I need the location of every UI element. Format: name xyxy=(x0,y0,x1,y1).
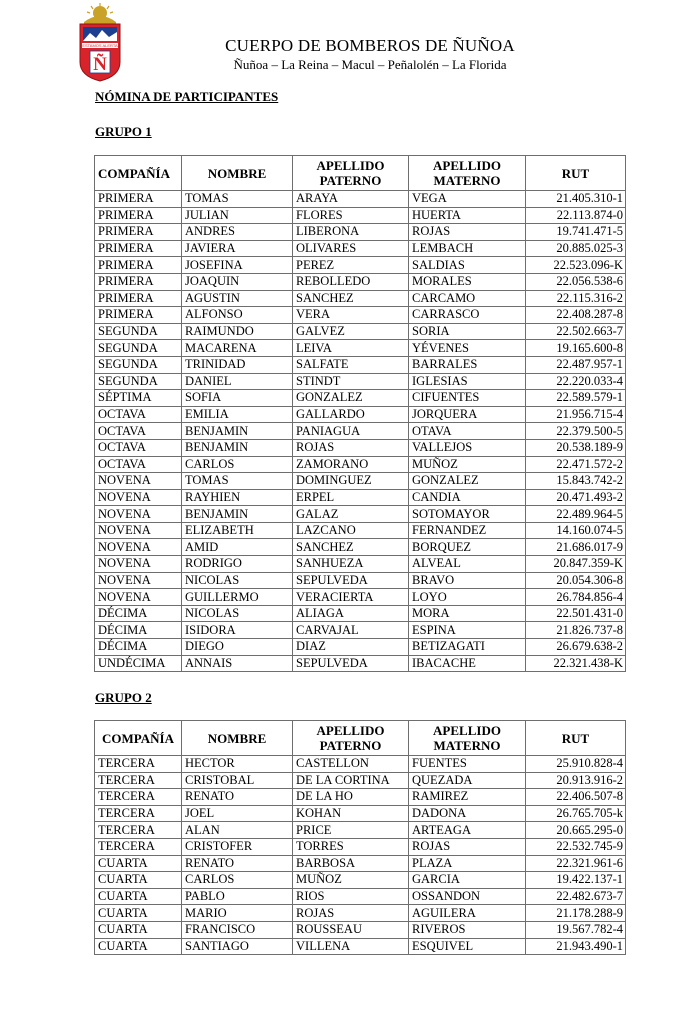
cell-compania: NOVENA xyxy=(95,522,182,539)
cell-nombre: ANDRES xyxy=(182,224,293,241)
cell-apellido-materno: ARTEAGA xyxy=(409,822,526,839)
organization-communes: Ñuñoa – La Reina – Macul – Peñalolén – La Florida xyxy=(233,57,507,72)
cell-compania: CUARTA xyxy=(95,855,182,872)
cell-compania: OCTAVA xyxy=(95,406,182,423)
cell-nombre: ALFONSO xyxy=(182,307,293,324)
cell-apellido-paterno: VERA xyxy=(293,307,409,324)
cell-nombre: ELIZABETH xyxy=(182,522,293,539)
cell-rut: 22.379.500-5 xyxy=(526,423,626,440)
cell-compania: OCTAVA xyxy=(95,456,182,473)
cell-compania: SÉPTIMA xyxy=(95,390,182,407)
cell-rut: 22.532.745-9 xyxy=(526,838,626,855)
cell-compania: UNDÉCIMA xyxy=(95,655,182,672)
cell-apellido-paterno: TORRES xyxy=(293,838,409,855)
cell-compania: DÉCIMA xyxy=(95,605,182,622)
cell-compania: PRIMERA xyxy=(95,257,182,274)
cell-compania: DÉCIMA xyxy=(95,622,182,639)
cell-compania: PRIMERA xyxy=(95,290,182,307)
table-row xyxy=(95,622,626,639)
table-row xyxy=(95,439,626,456)
cell-apellido-paterno: ROUSSEAU xyxy=(293,921,409,938)
table-row xyxy=(95,789,626,806)
cell-nombre: HECTOR xyxy=(182,756,293,773)
table-row xyxy=(95,872,626,889)
table-row xyxy=(95,589,626,606)
cell-apellido-paterno: ZAMORANO xyxy=(293,456,409,473)
cell-apellido-paterno: REBOLLEDO xyxy=(293,273,409,290)
cell-nombre: ISIDORA xyxy=(182,622,293,639)
cell-compania: SEGUNDA xyxy=(95,373,182,390)
cell-rut: 20.847.359-K xyxy=(526,556,626,573)
table-row xyxy=(95,257,626,274)
cell-rut: 19.741.471-5 xyxy=(526,224,626,241)
cell-apellido-materno: VEGA xyxy=(409,191,526,208)
cell-nombre: RODRIGO xyxy=(182,556,293,573)
table-row xyxy=(95,273,626,290)
cell-apellido-materno: BARRALES xyxy=(409,356,526,373)
table-row xyxy=(95,456,626,473)
cell-apellido-paterno: GALLARDO xyxy=(293,406,409,423)
cell-rut: 19.567.782-4 xyxy=(526,921,626,938)
table-row xyxy=(95,838,626,855)
cell-apellido-paterno: MUÑOZ xyxy=(293,872,409,889)
cell-compania: NOVENA xyxy=(95,506,182,523)
col-header-rut: RUT xyxy=(526,156,626,191)
cell-compania: PRIMERA xyxy=(95,191,182,208)
logo-letter: Ñ xyxy=(93,54,107,75)
col-header-apellido-paterno: APELLIDO PATERNO xyxy=(293,156,409,191)
cell-rut: 22.589.579-1 xyxy=(526,390,626,407)
cell-compania: PRIMERA xyxy=(95,224,182,241)
cell-compania: SEGUNDA xyxy=(95,356,182,373)
cell-apellido-paterno: SEPULVEDA xyxy=(293,572,409,589)
table-row xyxy=(95,373,626,390)
cell-rut: 22.406.507-8 xyxy=(526,789,626,806)
cell-rut: 21.943.490-1 xyxy=(526,938,626,955)
cell-apellido-paterno: CARVAJAL xyxy=(293,622,409,639)
cell-apellido-paterno: ARAYA xyxy=(293,191,409,208)
cell-nombre: TOMAS xyxy=(182,191,293,208)
cell-nombre: DANIEL xyxy=(182,373,293,390)
cell-nombre: TOMAS xyxy=(182,473,293,490)
cell-apellido-paterno: GALAZ xyxy=(293,506,409,523)
cell-nombre: CRISTOBAL xyxy=(182,772,293,789)
cell-apellido-materno: GONZALEZ xyxy=(409,473,526,490)
cell-nombre: JOSEFINA xyxy=(182,257,293,274)
cell-rut: 22.220.033-4 xyxy=(526,373,626,390)
cell-apellido-materno: DADONA xyxy=(409,805,526,822)
cell-apellido-materno: SOTOMAYOR xyxy=(409,506,526,523)
cell-compania: SEGUNDA xyxy=(95,323,182,340)
cell-nombre: TRINIDAD xyxy=(182,356,293,373)
cell-rut: 20.054.306-8 xyxy=(526,572,626,589)
cell-nombre: BENJAMIN xyxy=(182,423,293,440)
table-row xyxy=(95,572,626,589)
cell-rut: 22.056.538-6 xyxy=(526,273,626,290)
cell-apellido-paterno: ALIAGA xyxy=(293,605,409,622)
cell-apellido-materno: BETIZAGATI xyxy=(409,639,526,656)
cell-apellido-materno: ALVEAL xyxy=(409,556,526,573)
cell-compania: OCTAVA xyxy=(95,423,182,440)
cell-compania: DÉCIMA xyxy=(95,639,182,656)
cell-apellido-materno: BRAVO xyxy=(409,572,526,589)
cell-rut: 19.422.137-1 xyxy=(526,872,626,889)
table-row xyxy=(95,290,626,307)
cell-apellido-paterno: VILLENA xyxy=(293,938,409,955)
cell-apellido-materno: ESPINA xyxy=(409,622,526,639)
group-1-rows xyxy=(95,191,626,672)
cell-nombre: RENATO xyxy=(182,855,293,872)
cell-apellido-paterno: DOMINGUEZ xyxy=(293,473,409,490)
cell-apellido-materno: IGLESIAS xyxy=(409,373,526,390)
cell-apellido-paterno: LEIVA xyxy=(293,340,409,357)
cell-compania: PRIMERA xyxy=(95,240,182,257)
cell-nombre: SANTIAGO xyxy=(182,938,293,955)
cell-apellido-materno: RAMIREZ xyxy=(409,789,526,806)
cell-nombre: DIEGO xyxy=(182,639,293,656)
cell-nombre: RAYHIEN xyxy=(182,489,293,506)
table-row xyxy=(95,240,626,257)
cell-apellido-materno: SALDIAS xyxy=(409,257,526,274)
cell-nombre: JOEL xyxy=(182,805,293,822)
cell-nombre: BENJAMIN xyxy=(182,506,293,523)
cell-nombre: ANNAIS xyxy=(182,655,293,672)
table-row xyxy=(95,522,626,539)
fire-department-shield-logo xyxy=(76,2,124,82)
cell-apellido-paterno: BARBOSA xyxy=(293,855,409,872)
table-row xyxy=(95,639,626,656)
table-row xyxy=(95,191,626,208)
table-row xyxy=(95,756,626,773)
cell-apellido-materno: ROJAS xyxy=(409,838,526,855)
cell-apellido-materno: RIVEROS xyxy=(409,921,526,938)
table-row xyxy=(95,340,626,357)
cell-nombre: FRANCISCO xyxy=(182,921,293,938)
cell-apellido-materno: LEMBACH xyxy=(409,240,526,257)
cell-nombre: JOAQUIN xyxy=(182,273,293,290)
cell-apellido-materno: PLAZA xyxy=(409,855,526,872)
col-header-nombre: NOMBRE xyxy=(182,156,293,191)
cell-rut: 20.665.295-0 xyxy=(526,822,626,839)
table-row xyxy=(95,938,626,955)
col-header-apellido-materno: APELLIDO MATERNO xyxy=(409,156,526,191)
cell-apellido-paterno: LAZCANO xyxy=(293,522,409,539)
cell-apellido-materno: LOYO xyxy=(409,589,526,606)
col-header-compania: COMPAÑÍA xyxy=(95,721,182,756)
cell-compania: PRIMERA xyxy=(95,273,182,290)
cell-nombre: NICOLAS xyxy=(182,572,293,589)
cell-apellido-materno: CARRASCO xyxy=(409,307,526,324)
table-row xyxy=(95,921,626,938)
cell-compania: NOVENA xyxy=(95,539,182,556)
cell-apellido-materno: ROJAS xyxy=(409,224,526,241)
sun-crest-icon xyxy=(84,3,116,24)
cell-compania: TERCERA xyxy=(95,756,182,773)
cell-nombre: RENATO xyxy=(182,789,293,806)
table-row xyxy=(95,556,626,573)
cell-apellido-paterno: SEPULVEDA xyxy=(293,655,409,672)
cell-compania: TERCERA xyxy=(95,838,182,855)
cell-apellido-paterno: SALFATE xyxy=(293,356,409,373)
cell-nombre: JAVIERA xyxy=(182,240,293,257)
document-heading: NÓMINA DE PARTICIPANTES xyxy=(95,89,279,104)
cell-rut: 22.321.961-6 xyxy=(526,855,626,872)
cell-rut: 22.113.874-0 xyxy=(526,207,626,224)
cell-apellido-materno: YÉVENES xyxy=(409,340,526,357)
table-row xyxy=(95,423,626,440)
cell-apellido-materno: CANDIA xyxy=(409,489,526,506)
cell-compania: TERCERA xyxy=(95,805,182,822)
cell-compania: CUARTA xyxy=(95,872,182,889)
cell-rut: 20.885.025-3 xyxy=(526,240,626,257)
cell-apellido-paterno: SANCHEZ xyxy=(293,539,409,556)
cell-nombre: AMID xyxy=(182,539,293,556)
cell-nombre: PABLO xyxy=(182,888,293,905)
cell-apellido-materno: MORALES xyxy=(409,273,526,290)
cell-apellido-paterno: ROJAS xyxy=(293,905,409,922)
table-row xyxy=(95,356,626,373)
cell-rut: 22.501.431-0 xyxy=(526,605,626,622)
cell-rut: 26.765.705-k xyxy=(526,805,626,822)
table-row xyxy=(95,473,626,490)
cell-apellido-materno: JORQUERA xyxy=(409,406,526,423)
table-row xyxy=(95,855,626,872)
table-row xyxy=(95,390,626,407)
cell-apellido-paterno: LIBERONA xyxy=(293,224,409,241)
cell-rut: 26.679.638-2 xyxy=(526,639,626,656)
cell-rut: 20.538.189-9 xyxy=(526,439,626,456)
cell-rut: 21.686.017-9 xyxy=(526,539,626,556)
cell-apellido-materno: CARCAMO xyxy=(409,290,526,307)
cell-apellido-materno: OSSANDON xyxy=(409,888,526,905)
cell-rut: 25.910.828-4 xyxy=(526,756,626,773)
cell-apellido-paterno: GALVEZ xyxy=(293,323,409,340)
cell-rut: 22.408.287-8 xyxy=(526,307,626,324)
cell-rut: 22.321.438-K xyxy=(526,655,626,672)
cell-apellido-materno: QUEZADA xyxy=(409,772,526,789)
table-row xyxy=(95,888,626,905)
cell-apellido-paterno: SANCHEZ xyxy=(293,290,409,307)
col-header-nombre: NOMBRE xyxy=(182,721,293,756)
cell-rut: 22.523.096-K xyxy=(526,257,626,274)
cell-nombre: RAIMUNDO xyxy=(182,323,293,340)
table-row xyxy=(95,605,626,622)
table-row xyxy=(95,489,626,506)
table-row xyxy=(95,655,626,672)
cell-rut: 22.502.663-7 xyxy=(526,323,626,340)
cell-apellido-paterno: GONZALEZ xyxy=(293,390,409,407)
cell-apellido-materno: ESQUIVEL xyxy=(409,938,526,955)
cell-rut: 21.405.310-1 xyxy=(526,191,626,208)
table-row xyxy=(95,805,626,822)
cell-rut: 22.482.673-7 xyxy=(526,888,626,905)
cell-apellido-paterno: SANHUEZA xyxy=(293,556,409,573)
table-header-row xyxy=(95,156,626,191)
cell-apellido-paterno: CASTELLON xyxy=(293,756,409,773)
cell-compania: OCTAVA xyxy=(95,439,182,456)
cell-compania: NOVENA xyxy=(95,556,182,573)
organization-title: CUERPO DE BOMBEROS DE ÑUÑOA xyxy=(225,36,515,55)
table-row xyxy=(95,207,626,224)
group-1-table xyxy=(94,155,626,672)
cell-rut: 21.178.288-9 xyxy=(526,905,626,922)
cell-apellido-paterno: STINDT xyxy=(293,373,409,390)
cell-compania: CUARTA xyxy=(95,938,182,955)
cell-apellido-paterno: KOHAN xyxy=(293,805,409,822)
cell-apellido-paterno: DE LA HO xyxy=(293,789,409,806)
cell-apellido-materno: FERNANDEZ xyxy=(409,522,526,539)
table-row xyxy=(95,822,626,839)
cell-compania: CUARTA xyxy=(95,921,182,938)
cell-apellido-paterno: PEREZ xyxy=(293,257,409,274)
col-header-apellido-materno: APELLIDO MATERNO xyxy=(409,721,526,756)
cell-nombre: ALAN xyxy=(182,822,293,839)
cell-apellido-materno: CIFUENTES xyxy=(409,390,526,407)
cell-nombre: EMILIA xyxy=(182,406,293,423)
table-row xyxy=(95,539,626,556)
group-2-title: GRUPO 2 xyxy=(95,690,152,705)
cell-apellido-paterno: OLIVARES xyxy=(293,240,409,257)
cell-apellido-materno: BORQUEZ xyxy=(409,539,526,556)
cell-apellido-materno: IBACACHE xyxy=(409,655,526,672)
col-header-rut: RUT xyxy=(526,721,626,756)
cell-nombre: BENJAMIN xyxy=(182,439,293,456)
cell-apellido-paterno: DIAZ xyxy=(293,639,409,656)
cell-apellido-paterno: FLORES xyxy=(293,207,409,224)
cell-compania: SEGUNDA xyxy=(95,340,182,357)
cell-apellido-materno: VALLEJOS xyxy=(409,439,526,456)
cell-nombre: JULIAN xyxy=(182,207,293,224)
cell-compania: TERCERA xyxy=(95,772,182,789)
cell-compania: TERCERA xyxy=(95,822,182,839)
cell-apellido-materno: MORA xyxy=(409,605,526,622)
group-2-table xyxy=(94,720,626,955)
cell-rut: 19.165.600-8 xyxy=(526,340,626,357)
table-row xyxy=(95,323,626,340)
cell-apellido-paterno: RIOS xyxy=(293,888,409,905)
table-header-row xyxy=(95,721,626,756)
cell-apellido-paterno: PANIAGUA xyxy=(293,423,409,440)
cell-rut: 26.784.856-4 xyxy=(526,589,626,606)
cell-rut: 22.115.316-2 xyxy=(526,290,626,307)
cell-nombre: CRISTOFER xyxy=(182,838,293,855)
cell-nombre: CARLOS xyxy=(182,456,293,473)
cell-apellido-materno: AGUILERA xyxy=(409,905,526,922)
cell-rut: 15.843.742-2 xyxy=(526,473,626,490)
table-row xyxy=(95,772,626,789)
cell-nombre: SOFIA xyxy=(182,390,293,407)
cell-rut: 22.487.957-1 xyxy=(526,356,626,373)
cell-apellido-materno: MUÑOZ xyxy=(409,456,526,473)
cell-rut: 20.913.916-2 xyxy=(526,772,626,789)
cell-apellido-paterno: ROJAS xyxy=(293,439,409,456)
cell-rut: 22.489.964-5 xyxy=(526,506,626,523)
table-row xyxy=(95,506,626,523)
table-row xyxy=(95,905,626,922)
table-row xyxy=(95,307,626,324)
cell-apellido-materno: GARCIA xyxy=(409,872,526,889)
cell-rut: 20.471.493-2 xyxy=(526,489,626,506)
cell-compania: NOVENA xyxy=(95,473,182,490)
cell-apellido-paterno: DE LA CORTINA xyxy=(293,772,409,789)
cell-nombre: MARIO xyxy=(182,905,293,922)
cell-compania: CUARTA xyxy=(95,905,182,922)
col-header-compania: COMPAÑÍA xyxy=(95,156,182,191)
table-row xyxy=(95,406,626,423)
cell-rut: 21.956.715-4 xyxy=(526,406,626,423)
cell-apellido-materno: HUERTA xyxy=(409,207,526,224)
cell-rut: 22.471.572-2 xyxy=(526,456,626,473)
cell-apellido-materno: OTAVA xyxy=(409,423,526,440)
cell-compania: PRIMERA xyxy=(95,207,182,224)
cell-apellido-paterno: PRICE xyxy=(293,822,409,839)
cell-apellido-materno: SORIA xyxy=(409,323,526,340)
table-row xyxy=(95,224,626,241)
cell-nombre: GUILLERMO xyxy=(182,589,293,606)
cell-compania: NOVENA xyxy=(95,572,182,589)
cell-compania: PRIMERA xyxy=(95,307,182,324)
cell-compania: NOVENA xyxy=(95,489,182,506)
cell-apellido-materno: FUENTES xyxy=(409,756,526,773)
cell-compania: CUARTA xyxy=(95,888,182,905)
cell-nombre: AGUSTIN xyxy=(182,290,293,307)
logo-motto: ESTAMOS ALERTA xyxy=(82,43,118,48)
cell-nombre: NICOLAS xyxy=(182,605,293,622)
cell-nombre: CARLOS xyxy=(182,872,293,889)
group-2-rows xyxy=(95,756,626,955)
cell-rut: 21.826.737-8 xyxy=(526,622,626,639)
cell-apellido-paterno: VERACIERTA xyxy=(293,589,409,606)
group-1-title: GRUPO 1 xyxy=(95,124,152,139)
cell-nombre: MACARENA xyxy=(182,340,293,357)
cell-compania: TERCERA xyxy=(95,789,182,806)
col-header-apellido-paterno: APELLIDO PATERNO xyxy=(293,721,409,756)
cell-apellido-paterno: ERPEL xyxy=(293,489,409,506)
cell-compania: NOVENA xyxy=(95,589,182,606)
cell-rut: 14.160.074-5 xyxy=(526,522,626,539)
